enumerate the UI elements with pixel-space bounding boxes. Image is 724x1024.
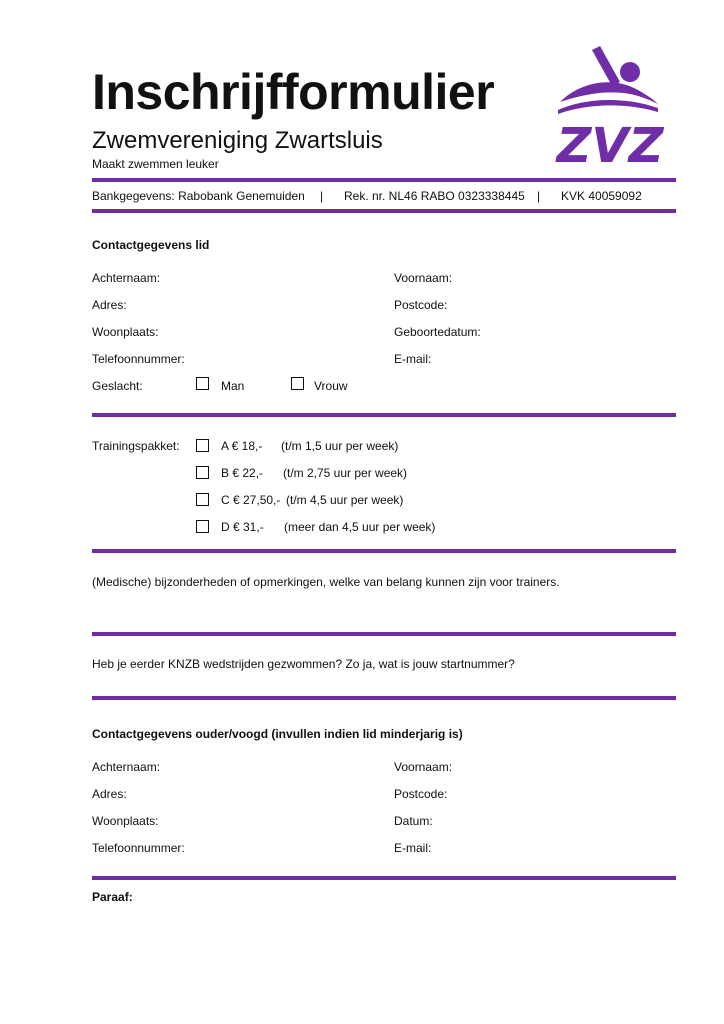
guardian-email-label: E-mail: bbox=[394, 841, 432, 855]
swimmer-icon bbox=[558, 46, 658, 114]
divider bbox=[92, 178, 676, 182]
member-telefoon-label: Telefoonnummer: bbox=[92, 352, 185, 366]
divider bbox=[92, 413, 676, 417]
club-name: Zwemvereniging Zwartsluis bbox=[92, 127, 383, 154]
guardian-woonplaats-label: Woonplaats: bbox=[92, 814, 159, 828]
gender-man-label: Man bbox=[221, 379, 245, 393]
signature-label: Paraaf: bbox=[92, 890, 133, 904]
bank-account: Rek. nr. NL46 RABO 0323338445 bbox=[344, 189, 525, 203]
kvk-number: KVK 40059092 bbox=[561, 189, 642, 203]
bank-details: Bankgegevens: Rabobank Genemuiden bbox=[92, 189, 305, 203]
divider bbox=[92, 549, 676, 553]
training-label: Trainingspakket: bbox=[92, 439, 180, 453]
training-option-checkbox[interactable] bbox=[196, 493, 209, 506]
guardian-telefoon-label: Telefoonnummer: bbox=[92, 841, 185, 855]
divider bbox=[92, 876, 676, 880]
member-geboortedatum-label: Geboortedatum: bbox=[394, 325, 481, 339]
page-title: Inschrijfformulier bbox=[92, 64, 495, 120]
logo-text: ZVZ bbox=[556, 118, 664, 168]
medical-question: (Medische) bijzonderheden of opmerkingen, welke van belang kunnen zijn voor trainers. bbox=[92, 575, 560, 589]
club-logo bbox=[554, 44, 666, 168]
training-option-price: C € 27,50,- bbox=[221, 493, 281, 507]
training-option-price: A € 18,- bbox=[221, 439, 263, 453]
member-heading: Contactgegevens lid bbox=[92, 238, 210, 252]
member-woonplaats-label: Woonplaats: bbox=[92, 325, 159, 339]
training-option-desc: (t/m 1,5 uur per week) bbox=[281, 439, 399, 453]
training-option-desc: (t/m 4,5 uur per week) bbox=[286, 493, 404, 507]
member-voornaam-label: Voornaam: bbox=[394, 271, 453, 285]
member-email-label: E-mail: bbox=[394, 352, 432, 366]
divider bbox=[92, 632, 676, 636]
training-option-checkbox[interactable] bbox=[196, 520, 209, 533]
guardian-datum-label: Datum: bbox=[394, 814, 433, 828]
guardian-adres-label: Adres: bbox=[92, 787, 127, 801]
member-adres-label: Adres: bbox=[92, 298, 127, 312]
training-option-desc: (meer dan 4,5 uur per week) bbox=[284, 520, 436, 534]
gender-vrouw-label: Vrouw bbox=[314, 379, 348, 393]
training-option-checkbox[interactable] bbox=[196, 466, 209, 479]
training-option-price: D € 31,- bbox=[221, 520, 264, 534]
member-postcode-label: Postcode: bbox=[394, 298, 448, 312]
training-option-checkbox[interactable] bbox=[196, 439, 209, 452]
guardian-voornaam-label: Voornaam: bbox=[394, 760, 453, 774]
tagline: Maakt zwemmen leuker bbox=[92, 157, 219, 171]
geslacht-label: Geslacht: bbox=[92, 379, 143, 393]
training-option-price: B € 22,- bbox=[221, 466, 264, 480]
knzb-question: Heb je eerder KNZB wedstrijden gezwommen? Zo ja, wat is jouw startnummer? bbox=[92, 657, 515, 671]
separator: | bbox=[320, 189, 324, 203]
gender-vrouw-checkbox[interactable] bbox=[291, 377, 304, 390]
guardian-achternaam-label: Achternaam: bbox=[92, 760, 161, 774]
divider bbox=[92, 209, 676, 213]
separator: | bbox=[537, 189, 541, 203]
gender-man-checkbox[interactable] bbox=[196, 377, 209, 390]
guardian-heading: Contactgegevens ouder/voogd (invullen indien lid minderjarig is) bbox=[92, 727, 463, 741]
training-option-desc: (t/m 2,75 uur per week) bbox=[283, 466, 408, 480]
guardian-postcode-label: Postcode: bbox=[394, 787, 448, 801]
divider bbox=[92, 696, 676, 700]
member-achternaam-label: Achternaam: bbox=[92, 271, 161, 285]
